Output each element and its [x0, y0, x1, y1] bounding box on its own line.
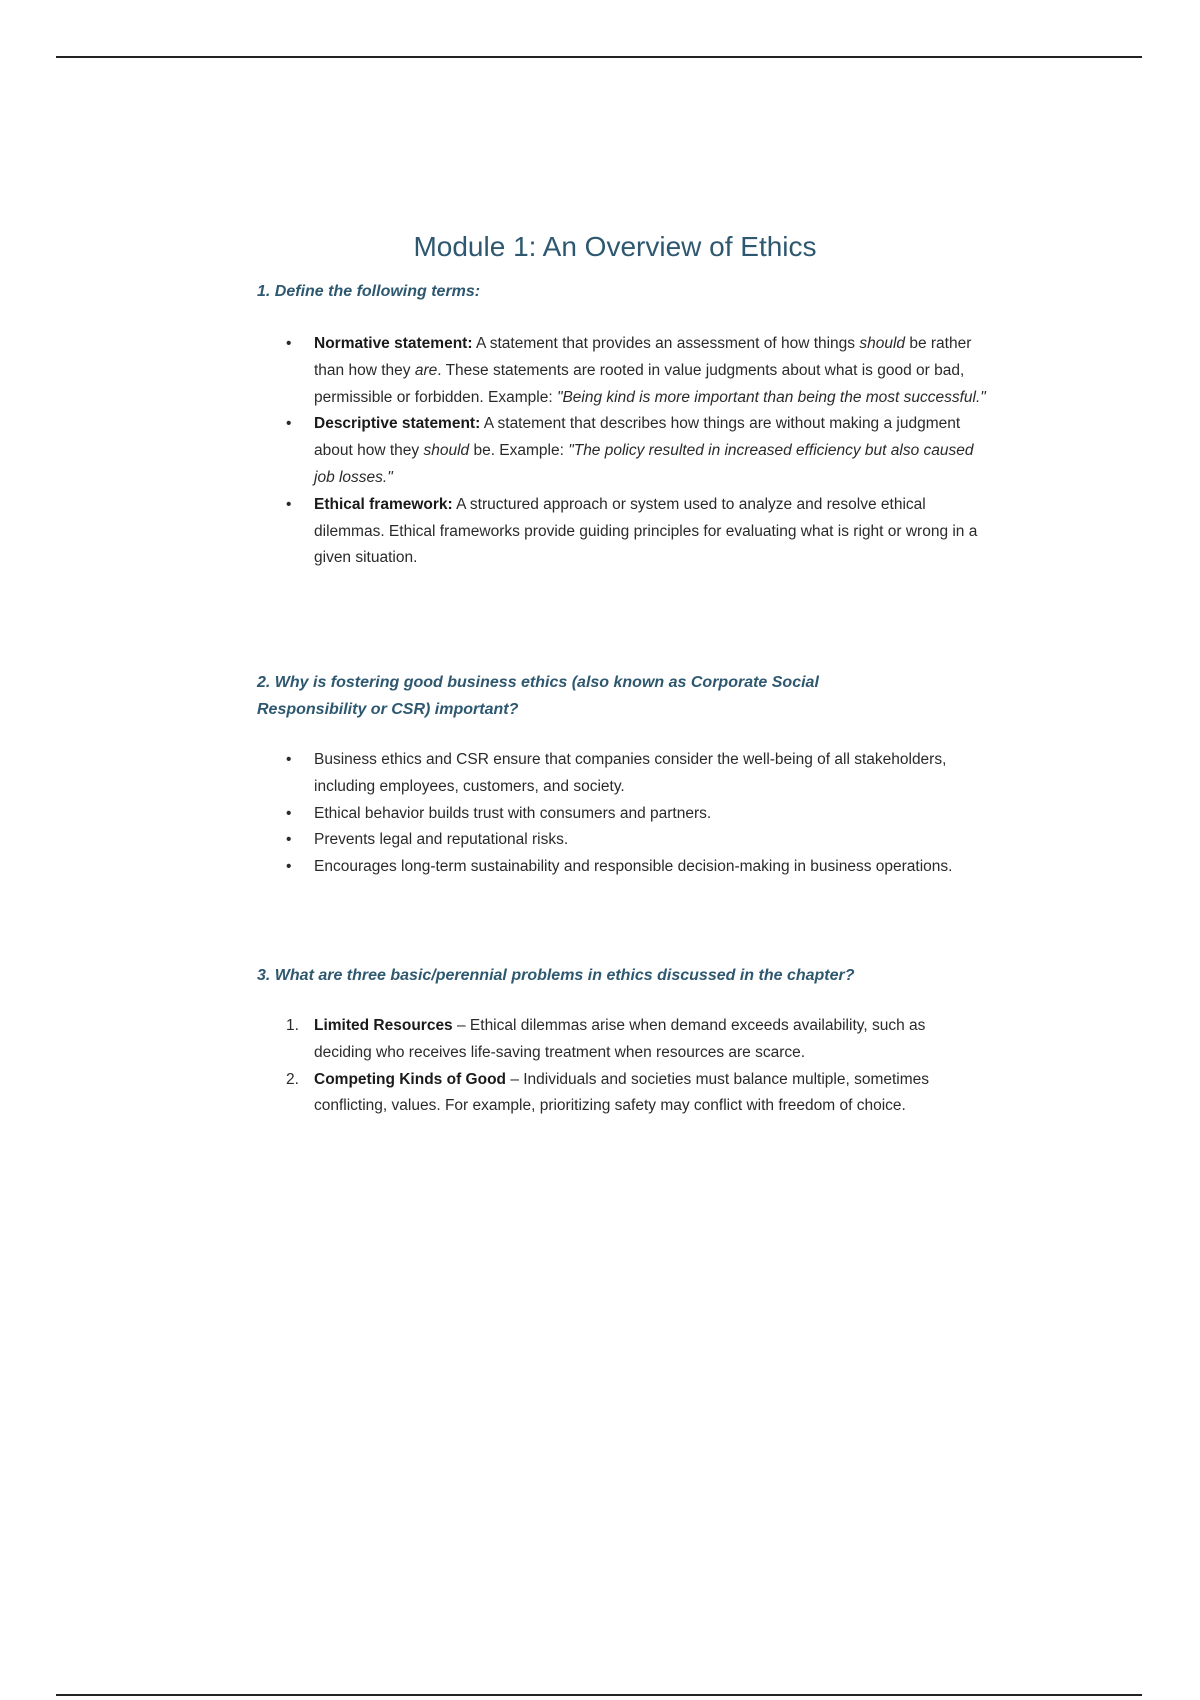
term-label: Ethical framework: — [314, 495, 453, 513]
emphasis-text: should — [859, 335, 906, 352]
page-title: Module 1: An Overview of Ethics — [413, 230, 817, 262]
problems-list — [286, 1013, 986, 1120]
list-item — [286, 801, 986, 828]
definition-text: . These statements are rooted in value judgments about what is good or bad, permissible or forbidden. Example: — [314, 361, 965, 406]
question-1: 1. Define the following terms: — [257, 283, 481, 300]
definition-text: – Individuals and societies must balance multiple, sometimes conflicting, values. For example, prioritizing safety may conflict with freedom of choice. — [314, 1070, 930, 1115]
example-text: "Being kind is more important than being the most successful." — [556, 388, 986, 406]
definition-text: – Ethical dilemmas arise when demand exceeds availability, such as deciding who receives life-saving treatment when resources are scarce. — [314, 1017, 926, 1061]
item-number: 2. — [286, 1070, 299, 1088]
example-text: "The policy resulted in increased efficiency but also caused job losses." — [314, 442, 974, 486]
bullet-icon: • — [286, 751, 292, 768]
list-item — [286, 1067, 986, 1121]
bullet-icon: • — [286, 858, 292, 876]
list-item — [286, 411, 986, 491]
definition-text: be rather than how they — [314, 335, 972, 379]
bullet-icon: • — [286, 415, 292, 433]
list-item-text: Business ethics and CSR ensure that companies consider the well-being of all stakeholders, including employees, customers, and society. — [314, 751, 947, 795]
definition-text: A statement that provides an assessment of how things — [472, 335, 860, 352]
term-label: Descriptive statement: — [314, 415, 481, 433]
definition-text: be. Example: — [469, 442, 569, 460]
bottom-rule — [56, 1694, 1142, 1696]
list-item-text: Ethical behavior builds trust with consumers and partners. — [314, 804, 712, 822]
item-number: 1. — [286, 1017, 299, 1034]
list-item — [286, 854, 986, 881]
list-item-text: Encourages long-term sustainability and responsible decision-making in business operations. — [314, 858, 953, 876]
definition-text: A statement that describes how things are without making a judgment about how they — [314, 415, 961, 460]
csr-reasons-list — [286, 747, 986, 881]
list-item — [286, 827, 986, 854]
term-label: Competing Kinds of Good — [314, 1070, 507, 1088]
definition-text: A structured approach or system used to analyze and resolve ethical dilemmas. Ethical frameworks provide guiding principles for evaluating what is right or wrong in a given situation. — [314, 495, 978, 567]
list-item — [286, 492, 986, 572]
term-label: Normative statement: — [314, 335, 473, 352]
term-label: Limited Resources — [314, 1017, 453, 1034]
bullet-icon: • — [286, 804, 292, 822]
question-3: 3. What are three basic/perennial problems in ethics discussed in the chapter? — [257, 967, 855, 984]
list-item — [286, 1013, 986, 1067]
top-rule — [56, 56, 1142, 58]
bullet-icon: • — [286, 495, 292, 513]
question-2: 2. Why is fostering good business ethics (also known as Corporate Social Responsibility or CSR) important? — [257, 674, 819, 718]
definitions-list — [286, 331, 986, 572]
emphasis-text: are — [414, 361, 438, 379]
list-item — [286, 331, 986, 411]
list-item-text: Prevents legal and reputational risks. — [314, 831, 569, 849]
list-item — [286, 747, 986, 801]
bullet-icon: • — [286, 831, 292, 849]
emphasis-text: should — [423, 442, 470, 460]
bullet-icon: • — [286, 335, 292, 352]
